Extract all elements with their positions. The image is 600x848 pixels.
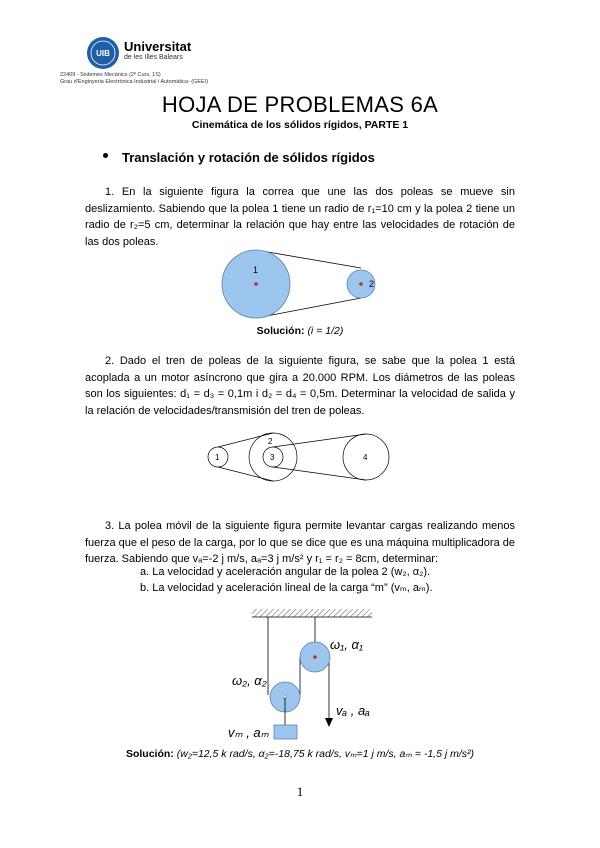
solution-value: (i = 1/2) <box>307 325 344 337</box>
rope-label: vₐ , aₐ <box>336 703 370 718</box>
university-name: Universitat <box>124 39 192 54</box>
uib-seal-icon <box>86 36 120 70</box>
pulley-label: 1 <box>215 453 220 462</box>
problem-3-item-b: b. La velocidad y aceleración lineal de la carga “m” (vₘ, aₘ). <box>140 582 433 594</box>
pulley-label: 2 <box>268 437 273 446</box>
figure-two-pulleys <box>0 245 600 330</box>
center-dot <box>313 655 317 659</box>
degree-line: Grau d'Enginyeria Electrònica Industrial i Automàtica- (GEEI) <box>60 79 209 85</box>
section-heading: Translación y rotación de sólidos rígidos <box>122 150 375 165</box>
load-mass <box>274 725 297 739</box>
bullet-icon <box>103 153 108 158</box>
ceiling <box>252 609 372 617</box>
pulley-label: 2 <box>369 279 375 289</box>
problem-1-text: 1. En la siguiente figura la correa que une las dos poleas se mueve sin deslizamiento. Sabiendo que la polea 1 tiene un radio de r₁=10 cm y la polea 2 tiene un radio de r₂=5 cm, determinar la relación que hay entre las velocidades de rotación de las dos poleas. <box>85 186 515 248</box>
pulley-label: 3 <box>270 453 275 462</box>
page-subtitle: Cinemática de los sólidos rígidos, PARTE 1 <box>191 119 409 131</box>
problem-3-solution <box>0 748 600 760</box>
pulley-label: 4 <box>363 453 368 462</box>
problem-3-item-a: a. La velocidad y aceleración angular de la polea 2 (w₂, α₂). <box>140 566 431 578</box>
arrow-down-icon <box>325 718 333 727</box>
page-number: 1 <box>296 784 304 799</box>
solution-value: (w₂=12,5 k rad/s, α₂=-18,75 k rad/s, vₘ=1 j m/s, aₘ = -1,5 j m/s²) <box>176 748 475 760</box>
solution-label: Solución: <box>256 325 305 337</box>
course-line: 22409 - Sistemes Mecànics (2º Curs, 1S) <box>60 72 161 78</box>
figure-movable-pulley <box>0 605 600 745</box>
load-label: vₘ , aₘ <box>228 725 269 740</box>
pulley-1-label: ω₁, α₁ <box>330 637 363 652</box>
university-subname: de les Illes Balears <box>124 54 183 61</box>
pulley-2-label: ω₂, α₂ <box>232 673 267 688</box>
problem-2-text: 2. Dado el tren de poleas de la siguiente figura, se sabe que la polea 1 está acoplada a un motor asíncrono que gira a 20.000 RPM. Los diámetros de las poleas son los siguientes: d₁ = d₃ = 0,1m i d₂ = d₄ = 0,5m. Determinar la velocidad de salida y la relación de velocidades/transmisión del tren de poleas. <box>85 355 515 417</box>
figure-pulley-train <box>0 430 600 490</box>
center-dot <box>254 282 258 286</box>
pulley-label: 1 <box>253 265 259 275</box>
problem-1-solution <box>0 325 600 337</box>
problem-3-text: 3. La polea móvil de la siguiente figura permite levantar cargas realizando menos fuerza que el peso de la carga, por lo que se dice que es una máquina multiplicadora de fuerza. Sabiendo que vₐ=-2 j m/s, aₐ=3 j m/s² y r₁ = r₂ = 8cm, determinar: <box>85 520 515 565</box>
university-logo <box>86 36 226 70</box>
solution-label: Solución: <box>125 748 174 760</box>
logo-mark: UIB <box>96 49 110 58</box>
center-dot <box>359 282 363 286</box>
page-title: HOJA DE PROBLEMAS 6A <box>161 92 439 117</box>
